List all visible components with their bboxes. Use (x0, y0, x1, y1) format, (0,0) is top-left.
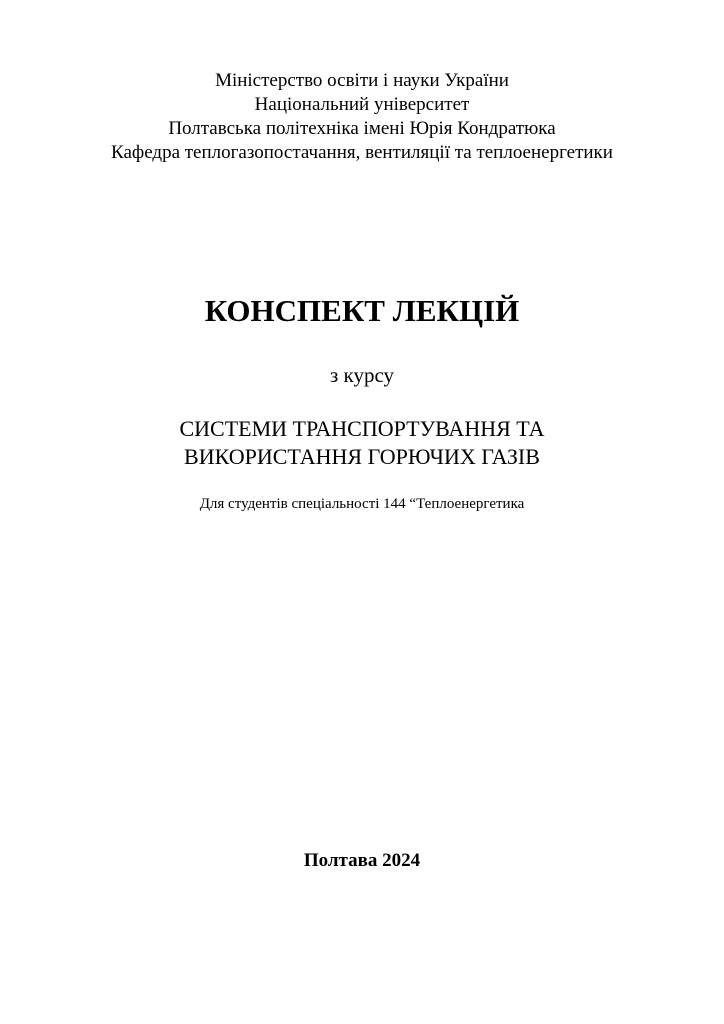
city-year: Полтава 2024 (303, 850, 421, 871)
university-line: Національний університет (254, 94, 470, 115)
department-line: Кафедра теплогазопостачання, вентиляції та теплоенергетики (111, 142, 613, 163)
document-title: КОНСПЕКТ ЛЕКЦІЙ (204, 293, 520, 328)
course-prefix: з курсу (330, 363, 394, 387)
audience-note: Для студентів спеціальності 144 “Теплоенергетика (199, 496, 525, 512)
course-title-line-1: СИСТЕМИ ТРАНСПОРТУВАННЯ ТА (179, 416, 545, 441)
course-title-line-2: ВИКОРИСТАННЯ ГОРЮЧИХ ГАЗІВ (184, 444, 540, 469)
university-name-line: Полтавська політехніка імені Юрія Кондратюка (168, 118, 556, 139)
institution-header (0, 69, 724, 165)
course-title (0, 415, 724, 471)
ministry-line: Міністерство освіти і науки України (215, 70, 509, 91)
